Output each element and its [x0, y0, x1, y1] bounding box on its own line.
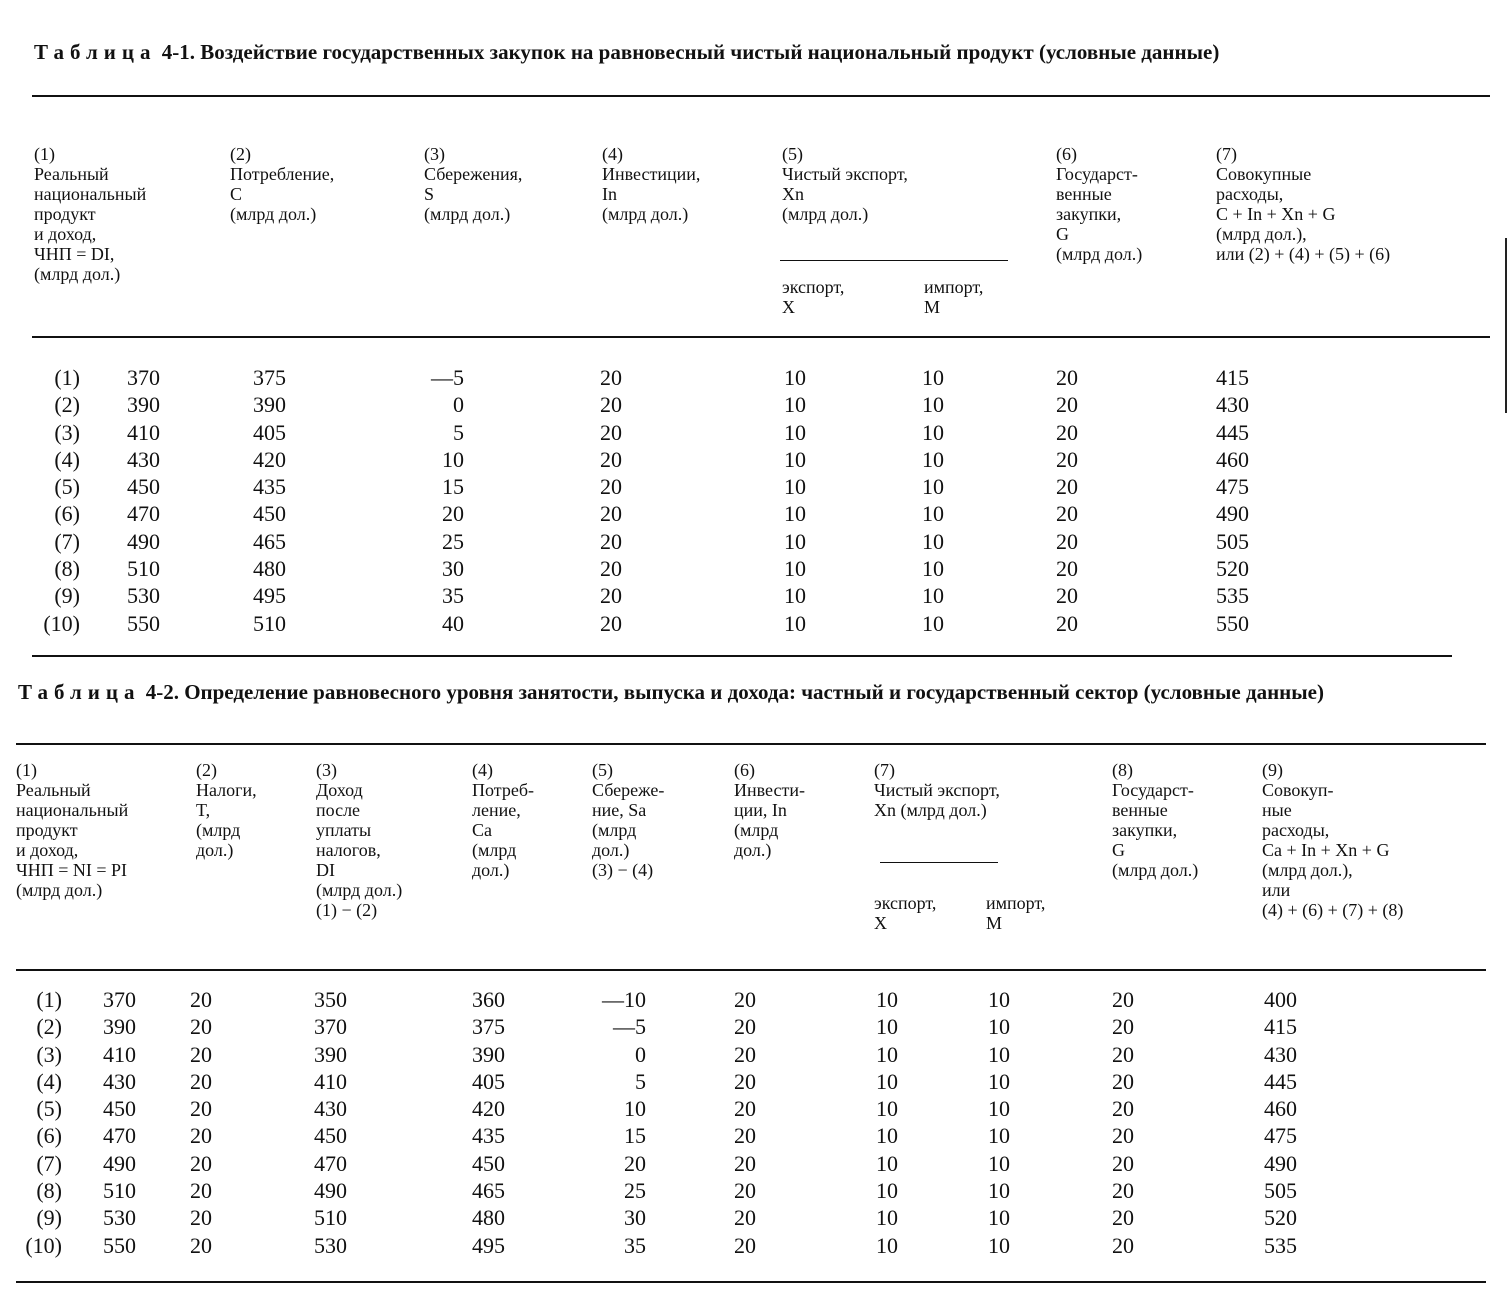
table2-cell: 25	[624, 1178, 646, 1204]
table1-cell: 25	[442, 528, 464, 554]
table2-cell: 20	[190, 987, 212, 1012]
table1-cell: 10	[784, 419, 806, 445]
table1-cell: 10	[922, 610, 944, 636]
table1-row-label: (6)	[54, 501, 80, 527]
table2-cell: 470	[103, 1123, 136, 1149]
table1-title	[34, 38, 1494, 66]
table2-cell: 20	[734, 1096, 756, 1122]
table1-column-savings	[404, 364, 464, 637]
table2-cell: 490	[103, 1150, 136, 1176]
table1-header-number: (2)	[230, 144, 251, 164]
table1-cell: 450	[127, 474, 160, 500]
table2-cell: 530	[314, 1232, 347, 1258]
table2-cell: 400	[1264, 987, 1297, 1012]
table2-cell: 10	[876, 1232, 898, 1258]
table2-header-number: (9)	[1262, 760, 1283, 780]
table1-subheader-export: экспорт, X	[782, 277, 845, 317]
table1-cell: 410	[127, 419, 160, 445]
table2-header-number: (1)	[16, 760, 37, 780]
table1-cell: 20	[600, 528, 622, 554]
table1-header-col-5	[782, 144, 908, 224]
table2-subheader-export: экспорт, X	[874, 893, 937, 933]
table1-cell: 435	[253, 474, 286, 500]
table1-header-text: Инвестиции, In (млрд дол.)	[602, 164, 701, 224]
table2-cell: 375	[472, 1014, 505, 1040]
table1-header-col-1	[34, 144, 146, 284]
table2-cell: 480	[472, 1205, 505, 1231]
table1-header-number: (5)	[782, 144, 803, 164]
table1-cell: 445	[1216, 419, 1249, 445]
table2-header-col-2	[196, 760, 257, 860]
table2-header-rule	[16, 969, 1486, 971]
table2-cell: 530	[103, 1205, 136, 1231]
table2-cell: 20	[1112, 1014, 1134, 1040]
table1-cell: 10	[784, 392, 806, 418]
table2-cell: 20	[734, 1232, 756, 1258]
table2-row-label: (4)	[36, 1068, 62, 1094]
table2-cell: —10	[602, 987, 646, 1012]
table2-cell: 10	[876, 1150, 898, 1176]
table1-header-text: Чистый экспорт, Xn (млрд дол.)	[782, 164, 908, 224]
table1-netexport-rule	[780, 260, 1008, 261]
table2-row-label: (1)	[36, 987, 62, 1012]
table1-cell: 5	[453, 419, 464, 445]
table2-header-col-9	[1262, 760, 1403, 920]
table2-cell: —5	[613, 1014, 646, 1040]
table2-header-col-6	[734, 760, 805, 860]
table1-cell: 20	[1056, 501, 1078, 527]
table2-cell: 20	[624, 1150, 646, 1176]
table2-cell: 465	[472, 1178, 505, 1204]
table1-header-number: (7)	[1216, 144, 1237, 164]
table1-cell: 20	[1056, 556, 1078, 582]
table1-cell: 370	[127, 365, 160, 390]
table2-cell: 390	[314, 1041, 347, 1067]
table1-cell: 510	[127, 556, 160, 582]
table1-bottom-rule	[32, 655, 1452, 657]
table2-header-number: (7)	[874, 760, 895, 780]
table1-header-text: Реальный национальный продукт и доход, ЧНП = DI, (млрд дол.)	[34, 164, 147, 284]
table1-cell: 20	[442, 501, 464, 527]
table2-header-col-1	[16, 760, 128, 900]
table1-cell: 405	[253, 419, 286, 445]
table2-cell: 10	[988, 1178, 1010, 1204]
table1-cell: 430	[127, 446, 160, 472]
table2-cell: 20	[1112, 1150, 1134, 1176]
table2-row-label: (3)	[36, 1041, 62, 1067]
table1-header-number: (6)	[1056, 144, 1077, 164]
table1-cell: 20	[600, 556, 622, 582]
table2-header-text: Потреб- ление, Ca (млрд дол.)	[472, 780, 534, 880]
table2-cell: 550	[103, 1232, 136, 1258]
table2-cell: 20	[1112, 1232, 1134, 1258]
table2-subheader-import: импорт, M	[986, 893, 1046, 933]
table2-header-col-3	[316, 760, 402, 920]
table2-cell: 20	[190, 1205, 212, 1231]
table1-row-label: (3)	[54, 419, 80, 445]
table1-cell: 40	[442, 610, 464, 636]
table1-cell: 35	[442, 583, 464, 609]
table2-column-nnp	[80, 986, 136, 1259]
table1-cell: 475	[1216, 474, 1249, 500]
table1-cell: 10	[784, 474, 806, 500]
table1-column-aggregate	[1216, 364, 1276, 637]
table2-cell: 350	[314, 987, 347, 1012]
table2-cell: 5	[635, 1068, 646, 1094]
table2-cell: 420	[472, 1096, 505, 1122]
table2-header-text: Доход после уплаты налогов, DI (млрд дол.) (1) − (2)	[316, 780, 403, 920]
table2-header-col-4	[472, 760, 534, 880]
table1-cell: 20	[1056, 392, 1078, 418]
table1-cell: 20	[1056, 419, 1078, 445]
table2-cell: 20	[734, 1014, 756, 1040]
table2-row-label: (10)	[25, 1232, 62, 1258]
table1-cell: 20	[1056, 446, 1078, 472]
table2-cell: 10	[876, 1205, 898, 1231]
table1-header-number: (1)	[34, 144, 55, 164]
table2-cell: 10	[876, 1014, 898, 1040]
table1-cell: 20	[600, 474, 622, 500]
table1-header-text: Совокупные расходы, C + In + Xn + G (млрд дол.), или (2) + (4) + (5) + (6)	[1216, 164, 1391, 264]
table1-cell: 10	[922, 528, 944, 554]
table1-cell: 10	[784, 365, 806, 390]
table2-cell: 410	[314, 1068, 347, 1094]
table1-caption: 4-1. Воздействие государственных закупок на равновесный чистый национальный продукт (условные данные)	[161, 40, 1220, 64]
table2-column-import	[988, 986, 1028, 1259]
table2-cell: 435	[472, 1123, 505, 1149]
table1-header-col-3	[424, 144, 522, 224]
table2-bottom-rule	[16, 1281, 1486, 1283]
table1-cell: 490	[127, 528, 160, 554]
table2-cell: 445	[1264, 1068, 1297, 1094]
table1-cell: 480	[253, 556, 286, 582]
table2-row-label: (2)	[36, 1014, 62, 1040]
table1-cell: 10	[784, 583, 806, 609]
table2-cell: 430	[314, 1096, 347, 1122]
table1-cell: 460	[1216, 446, 1249, 472]
table1-cell: 10	[784, 610, 806, 636]
table2-row-label: (5)	[36, 1096, 62, 1122]
table2-cell: 20	[1112, 987, 1134, 1012]
table1-subheader-import: импорт, M	[924, 277, 984, 317]
table2-row-label: (9)	[36, 1205, 62, 1231]
table2-cell: 450	[314, 1123, 347, 1149]
table2-cell: 20	[734, 1041, 756, 1067]
table1-cell: 10	[784, 528, 806, 554]
table2-cell: 15	[624, 1123, 646, 1149]
table2-cell: 20	[734, 1123, 756, 1149]
table1-cell: 10	[922, 446, 944, 472]
table2-cell: 20	[734, 1068, 756, 1094]
table1-cell: 10	[922, 365, 944, 390]
table1-row-label: (5)	[54, 474, 80, 500]
table2-cell: 390	[472, 1041, 505, 1067]
table2-cell: 505	[1264, 1178, 1297, 1204]
table1-label: Таблица	[34, 40, 157, 64]
table1-header-text: Государст- венные закупки, G (млрд дол.)	[1056, 164, 1143, 264]
table2-column-savings	[586, 986, 646, 1259]
table1-row-label: (10)	[43, 610, 80, 636]
table2-header-text: Совокуп- ные расходы, Ca + In + Xn + G (млрд дол.), или (4) + (6) + (7) + (8)	[1262, 780, 1404, 920]
table1-column-import	[922, 364, 962, 637]
table2-header-text: Налоги, T, (млрд дол.)	[196, 780, 257, 860]
table2-row-label: (6)	[36, 1123, 62, 1149]
table1-column-government	[1056, 364, 1096, 637]
table2-cell: 520	[1264, 1205, 1297, 1231]
table2-cell: 20	[190, 1232, 212, 1258]
table1-cell: 535	[1216, 583, 1249, 609]
table1-cell: 20	[600, 419, 622, 445]
table1-column-consumption	[226, 364, 286, 637]
table2-cell: 450	[472, 1150, 505, 1176]
table2-cell: 495	[472, 1232, 505, 1258]
table1-cell: 20	[1056, 528, 1078, 554]
table2-cell: 470	[314, 1150, 347, 1176]
table1-header-number: (4)	[602, 144, 623, 164]
table1-cell: 20	[600, 501, 622, 527]
table2-top-rule	[16, 743, 1486, 745]
table2-cell: 10	[876, 1096, 898, 1122]
table2-column-government	[1112, 986, 1152, 1259]
table1-cell: 10	[784, 501, 806, 527]
table1-cell: 550	[127, 610, 160, 636]
table2-cell: 360	[472, 987, 505, 1012]
table1-cell: 465	[253, 528, 286, 554]
table2-cell: 370	[314, 1014, 347, 1040]
table1-cell: 10	[922, 556, 944, 582]
table2-row-labels	[12, 986, 62, 1259]
table2-cell: 450	[103, 1096, 136, 1122]
table2-cell: 10	[988, 1150, 1010, 1176]
table1-cell: 470	[127, 501, 160, 527]
table1-cell: —5	[431, 365, 464, 390]
table1-cell: 10	[922, 474, 944, 500]
table1-cell: 510	[253, 610, 286, 636]
page-margin-bar	[1505, 238, 1507, 413]
table2-cell: 10	[988, 1041, 1010, 1067]
table1-header-col-6	[1056, 144, 1142, 264]
table2-column-taxes	[190, 986, 230, 1259]
table2-header-number: (6)	[734, 760, 755, 780]
table2-cell: 10	[876, 1041, 898, 1067]
table1-cell: 0	[453, 392, 464, 418]
table2-cell: 10	[988, 1068, 1010, 1094]
table2-cell: 510	[314, 1205, 347, 1231]
table2-header-number: (5)	[592, 760, 613, 780]
table1-row-label: (1)	[54, 365, 80, 390]
table2-cell: 10	[988, 1232, 1010, 1258]
table2-cell: 20	[734, 987, 756, 1012]
table2-column-export	[876, 986, 916, 1259]
table2-column-investment	[734, 986, 774, 1259]
table2-cell: 10	[876, 1068, 898, 1094]
table1-column-investment	[600, 364, 640, 637]
table2-cell: 20	[1112, 1096, 1134, 1122]
table1-cell: 530	[127, 583, 160, 609]
table2-cell: 0	[635, 1041, 646, 1067]
table2-cell: 20	[190, 1123, 212, 1149]
table2-cell: 20	[190, 1150, 212, 1176]
table1-cell: 415	[1216, 365, 1249, 390]
table2-cell: 20	[190, 1041, 212, 1067]
table2-cell: 370	[103, 987, 136, 1012]
table2-cell: 535	[1264, 1232, 1297, 1258]
table2-caption: 4-2. Определение равновесного уровня занятости, выпуска и дохода: частный и государственный сектор (условные данные)	[145, 680, 1324, 704]
table1-cell: 495	[253, 583, 286, 609]
table2-cell: 410	[103, 1041, 136, 1067]
table2-header-number: (8)	[1112, 760, 1133, 780]
table1-row-label: (4)	[54, 446, 80, 472]
table2-header-col-5	[592, 760, 664, 880]
table2-cell: 20	[734, 1150, 756, 1176]
table2-cell: 20	[1112, 1068, 1134, 1094]
table1-cell: 390	[253, 392, 286, 418]
table1-row-labels	[30, 364, 80, 637]
table2-cell: 10	[988, 1123, 1010, 1149]
table1-cell: 420	[253, 446, 286, 472]
table1-cell: 20	[600, 392, 622, 418]
table2-column-consumption	[472, 986, 522, 1259]
table1-cell: 430	[1216, 392, 1249, 418]
table1-cell: 10	[922, 583, 944, 609]
table2-cell: 20	[1112, 1123, 1134, 1149]
table2-cell: 430	[1264, 1041, 1297, 1067]
table1-cell: 20	[600, 610, 622, 636]
table2-cell: 20	[190, 1014, 212, 1040]
table1-cell: 10	[922, 501, 944, 527]
table1-header-col-7	[1216, 144, 1390, 264]
table1-cell: 520	[1216, 556, 1249, 582]
table2-header-text: Чистый экспорт, Xn (млрд дол.)	[874, 780, 1000, 820]
table2-header-number: (4)	[472, 760, 493, 780]
table2-header-number: (2)	[196, 760, 217, 780]
table2-cell: 10	[988, 1096, 1010, 1122]
table1-cell: 505	[1216, 528, 1249, 554]
table1-cell: 20	[1056, 583, 1078, 609]
table2-cell: 20	[1112, 1041, 1134, 1067]
table1-cell: 20	[1056, 365, 1078, 390]
table2-header-text: Реальный национальный продукт и доход, ЧНП = NI = PI (млрд дол.)	[16, 780, 129, 900]
table2-cell: 30	[624, 1205, 646, 1231]
table1-cell: 10	[784, 446, 806, 472]
table1-cell: 390	[127, 392, 160, 418]
table2-cell: 510	[103, 1178, 136, 1204]
table2-title	[18, 678, 1488, 706]
table2-cell: 10	[988, 1014, 1010, 1040]
table2-cell: 10	[876, 1178, 898, 1204]
table2-cell: 35	[624, 1232, 646, 1258]
table1-header-text: Сбережения, S (млрд дол.)	[424, 164, 523, 224]
table1-cell: 20	[600, 446, 622, 472]
table1-cell: 20	[600, 365, 622, 390]
table1-cell: 20	[1056, 474, 1078, 500]
table2-cell: 10	[988, 1205, 1010, 1231]
table2-cell: 10	[988, 987, 1010, 1012]
table1-row-label: (7)	[54, 528, 80, 554]
table2-cell: 20	[1112, 1178, 1134, 1204]
table1-header-col-4	[602, 144, 700, 224]
table2-netexport-rule	[880, 862, 998, 863]
table2-cell: 460	[1264, 1096, 1297, 1122]
table1-header-text: Потребление, C (млрд дол.)	[230, 164, 335, 224]
table1-cell: 550	[1216, 610, 1249, 636]
table2-header-text: Инвести- ции, In (млрд дол.)	[734, 780, 805, 860]
table1-cell: 375	[253, 365, 286, 390]
table2-row-label: (7)	[36, 1150, 62, 1176]
table2-cell: 10	[876, 1123, 898, 1149]
table2-cell: 20	[190, 1096, 212, 1122]
table2-cell: 405	[472, 1068, 505, 1094]
table1-header-rule	[32, 336, 1490, 338]
table2-cell: 20	[190, 1068, 212, 1094]
table1-row-label: (9)	[54, 583, 80, 609]
table1-cell: 10	[442, 446, 464, 472]
table1-cell: 10	[922, 419, 944, 445]
table1-cell: 15	[442, 474, 464, 500]
table2-cell: 490	[1264, 1150, 1297, 1176]
table1-row-label: (2)	[54, 392, 80, 418]
table1-column-nnp	[100, 364, 160, 637]
table2-cell: 475	[1264, 1123, 1297, 1149]
table2-cell: 10	[624, 1096, 646, 1122]
table1-top-rule	[32, 95, 1490, 97]
table1-cell: 490	[1216, 501, 1249, 527]
table2-header-text: Государст- венные закупки, G (млрд дол.)	[1112, 780, 1199, 880]
table2-label: Таблица	[18, 680, 141, 704]
table1-cell: 10	[922, 392, 944, 418]
table1-cell: 20	[600, 583, 622, 609]
table2-cell: 390	[103, 1014, 136, 1040]
table2-header-col-7	[874, 760, 1000, 820]
table2-cell: 415	[1264, 1014, 1297, 1040]
table1-column-export	[784, 364, 824, 637]
table2-cell: 10	[876, 987, 898, 1012]
table2-header-number: (3)	[316, 760, 337, 780]
table1-cell: 30	[442, 556, 464, 582]
table2-cell: 20	[190, 1178, 212, 1204]
table1-row-label: (8)	[54, 556, 80, 582]
table2-header-text: Сбереже- ние, Sa (млрд дол.) (3) − (4)	[592, 780, 665, 880]
table1-cell: 10	[784, 556, 806, 582]
table2-row-label: (8)	[36, 1178, 62, 1204]
table1-cell: 20	[1056, 610, 1078, 636]
table1-header-number: (3)	[424, 144, 445, 164]
table2-column-disposable	[314, 986, 364, 1259]
table1-cell: 450	[253, 501, 286, 527]
table2-cell: 20	[734, 1178, 756, 1204]
table2-cell: 430	[103, 1068, 136, 1094]
table2-cell: 490	[314, 1178, 347, 1204]
table2-cell: 20	[734, 1205, 756, 1231]
table2-cell: 20	[1112, 1205, 1134, 1231]
table1-header-col-2	[230, 144, 334, 224]
table2-column-aggregate	[1264, 986, 1324, 1259]
table2-header-col-8	[1112, 760, 1198, 880]
